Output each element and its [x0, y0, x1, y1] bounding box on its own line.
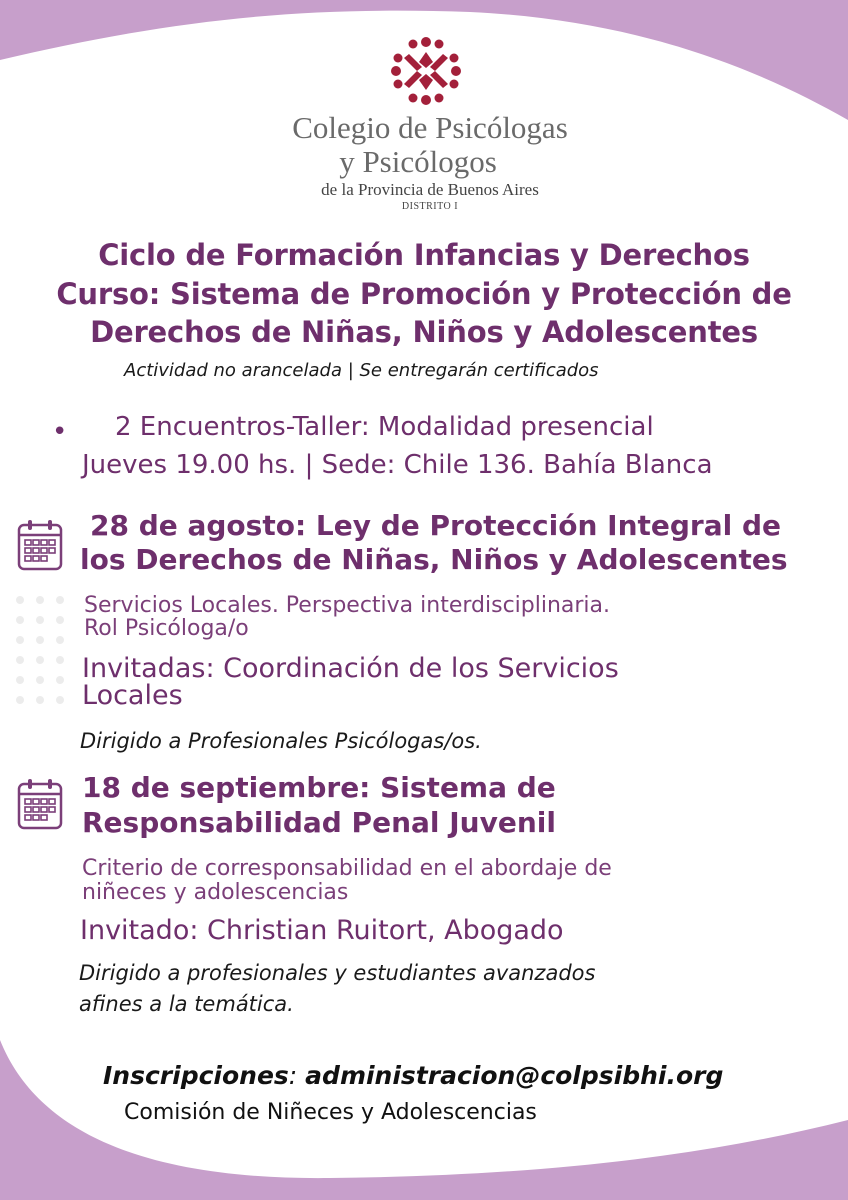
event2-audience-line1: Dirigido a profesionales y estudiantes avanzados	[79, 961, 596, 985]
workshop-info: 2 Encuentros-Taller: Modalidad presencial	[115, 412, 654, 442]
org-name-line2: y Psicólogos	[339, 144, 497, 179]
commission-name: Comisión de Niñeces y Adolescencias	[124, 1100, 537, 1125]
event1-audience: Dirigido a Profesionales Psicólogas/os.	[80, 729, 482, 753]
event1-topic-line1: Servicios Locales. Perspectiva interdisciplinaria.	[84, 593, 611, 618]
calendar-icon	[16, 517, 64, 573]
title-line3: Derechos de Niñas, Niños y Adolescentes	[90, 315, 758, 349]
registration-separator: :	[288, 1061, 306, 1090]
org-name-line1: Colegio de Psicólogas	[292, 110, 568, 145]
registration-email-link[interactable]: administracion@colpsibhi.org	[305, 1061, 724, 1090]
event2-topic-line2: niñeces y adolescencias	[82, 880, 349, 905]
bullet: •	[52, 417, 68, 447]
calendar-icon	[16, 776, 64, 832]
title-line1: Ciclo de Formación Infancias y Derechos	[98, 238, 750, 272]
org-district: DISTRITO I	[401, 201, 459, 212]
event2-heading-line2: Responsabilidad Penal Juvenil	[82, 806, 556, 839]
event2-heading-line1: 18 de septiembre: Sistema de	[82, 771, 556, 804]
org-province: de la Provincia de Buenos Aires	[321, 180, 539, 199]
activity-note: Actividad no arancelada | Se entregarán certificados	[124, 360, 599, 381]
title-line2: Curso: Sistema de Promoción y Protección de	[56, 277, 792, 311]
event2-guest: Invitado: Christian Ruitort, Abogado	[80, 915, 564, 946]
event1-guests-line1: Invitadas: Coordinación de los Servicios	[82, 653, 619, 684]
event1-heading-line1: 28 de agosto: Ley de Protección Integral de	[90, 509, 782, 542]
event1-heading-line2: los Derechos de Niñas, Niños y Adolescentes	[80, 543, 788, 576]
event2-topic-line1: Criterio de corresponsabilidad en el abordaje de	[82, 856, 612, 881]
people-circle-logo-icon	[389, 34, 463, 108]
schedule-venue-info: Jueves 19.00 hs. | Sede: Chile 136. Bahía Blanca	[82, 450, 713, 480]
registration-line	[103, 1061, 723, 1090]
event1-topic-line2: Rol Psicóloga/o	[84, 616, 249, 641]
registration-label: Inscripciones	[103, 1061, 289, 1090]
event2-audience-line2: afines a la temática.	[79, 992, 294, 1016]
event1-guests-line2: Locales	[82, 680, 183, 711]
